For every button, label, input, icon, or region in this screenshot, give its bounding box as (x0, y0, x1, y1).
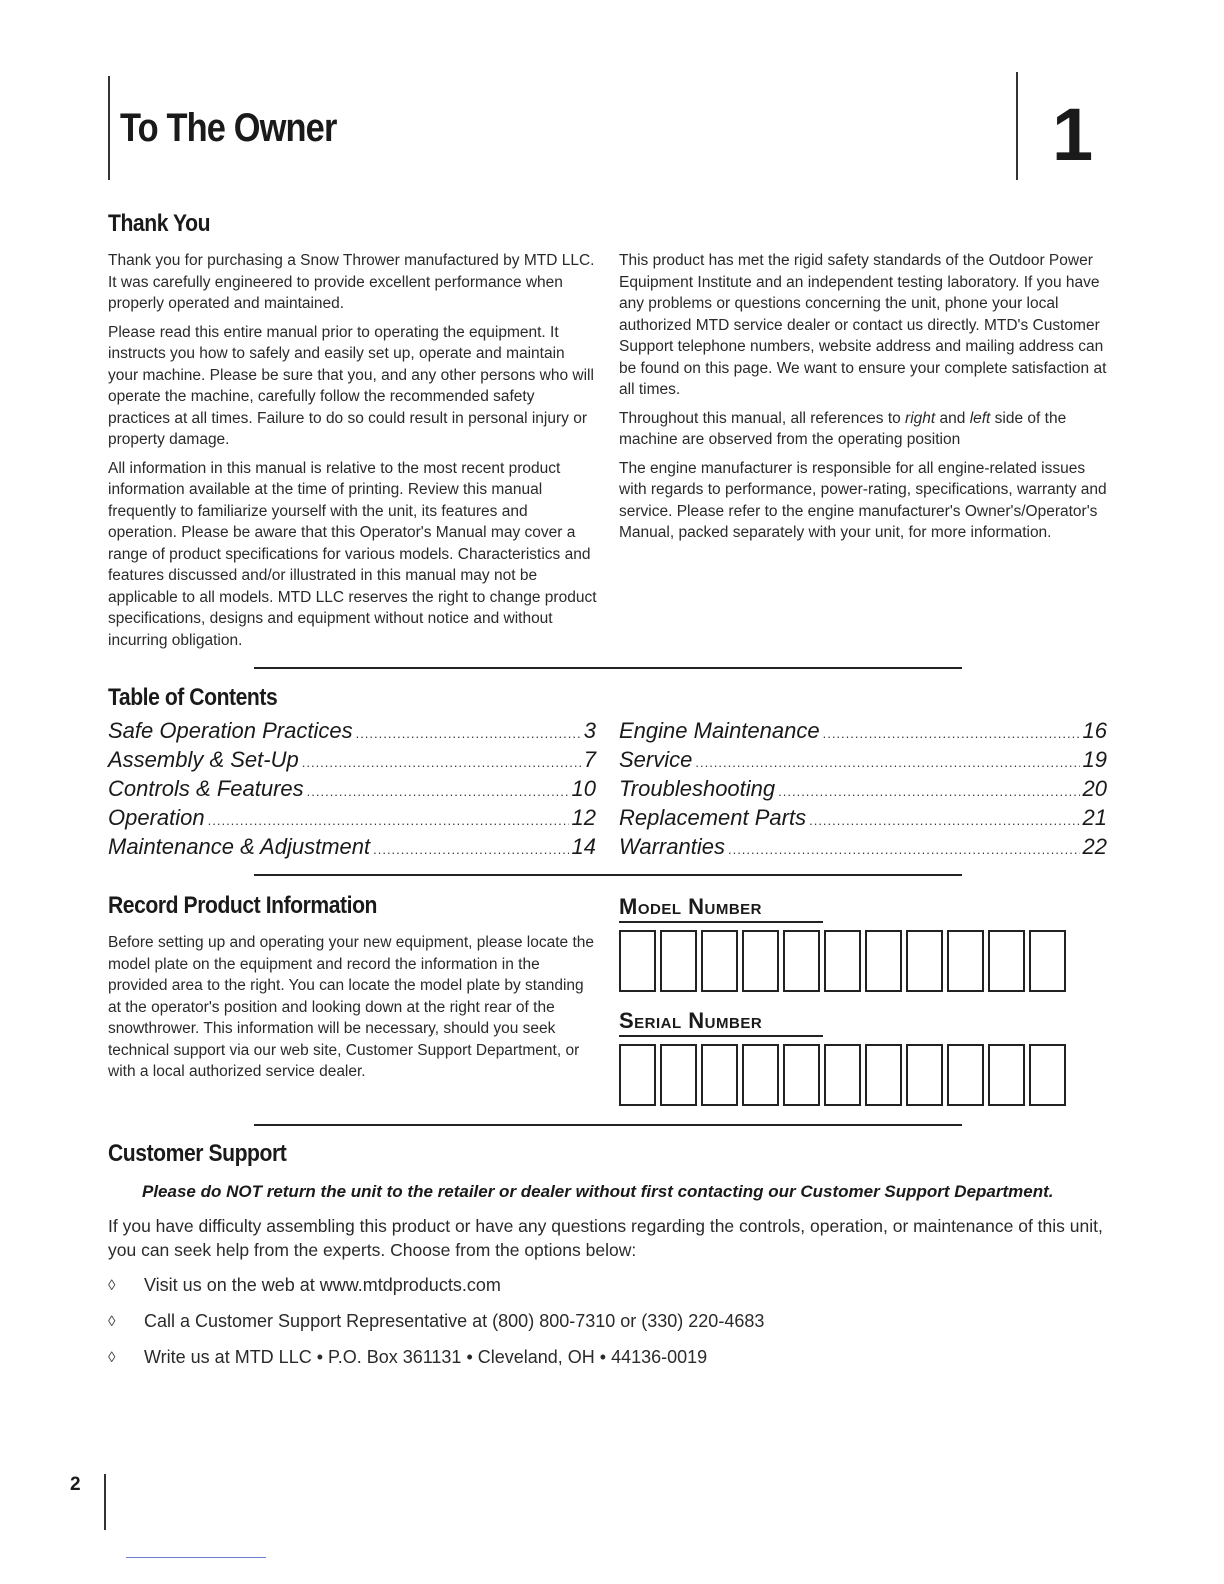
serial-number-digit-box[interactable] (783, 1044, 820, 1106)
diamond-bullet-icon: ◊ (108, 1276, 116, 1294)
list-item: ◊ Call a Customer Support Representative at (800) 800-7310 or (330) 220-4683 (108, 1310, 765, 1331)
thank-you-paragraph: This product has met the rigid safety standards of the Outdoor Power Equipment Institute and an independent testing laboratory. If you have any problems or questions concerning the unit, phone your local authorized MTD service dealer or contact us directly. MTD's Customer Support telephone numbers, website address and mailing address can be found on this page. We want to ensure your complete satisfaction at all times. (619, 252, 1107, 398)
serial-number-digit-box[interactable] (619, 1044, 656, 1106)
record-body: Before setting up and operating your new equipment, please locate the model plate on the equipment and record the information in the provided area to the right. You can locate the model plate by standing at the operator's position and looking down at the right rear of the snowthrower. This information will be necessary, should you seek technical support via our web site, Customer Support Department, or with a local authorized service dealer. (108, 934, 594, 1080)
toc-entry[interactable]: Controls & Features ..... 10 (108, 776, 596, 805)
footer-underline (126, 1557, 266, 1558)
thank-you-paragraph: Please read this entire manual prior to operating the equipment. It instructs you how to safely and easily set up, operate and maintain your machine. Please be sure that you, and any other persons who will operate the machine, carefully follow the recommended safety practices at all times. Failure to do so could result in personal injury or property damage. (108, 323, 594, 448)
serial-number-digit-box[interactable] (824, 1044, 861, 1106)
model-number-digit-box[interactable] (742, 930, 779, 992)
list-item: ◊ Write us at MTD LLC • P.O. Box 361131 • Cleveland, OH • 44136-0019 (108, 1346, 708, 1367)
section-divider (254, 874, 962, 876)
model-number-label: Model Number (619, 894, 823, 923)
diamond-bullet-icon: ◊ (108, 1312, 116, 1330)
record-heading: Record Product Information (108, 892, 378, 919)
model-number-digit-box[interactable] (906, 930, 943, 992)
header-left-rule (108, 76, 110, 180)
model-number-boxes[interactable] (619, 930, 1066, 992)
model-number-digit-box[interactable] (988, 930, 1025, 992)
toc-entry[interactable]: Warranties ..... 22 (619, 834, 1107, 863)
serial-number-digit-box[interactable] (742, 1044, 779, 1106)
footer-rule (104, 1474, 106, 1530)
toc-left-column (108, 718, 596, 863)
serial-number-digit-box[interactable] (701, 1044, 738, 1106)
thank-you-right-column (619, 250, 1109, 551)
toc-entry[interactable]: Troubleshooting ..... 20 (619, 776, 1107, 805)
toc-heading: Table of Contents (108, 684, 278, 711)
toc-right-column (619, 718, 1107, 863)
serial-number-digit-box[interactable] (988, 1044, 1025, 1106)
serial-number-digit-box[interactable] (660, 1044, 697, 1106)
support-warning: Please do NOT return the unit to the retailer or dealer without first contacting our Customer Support Department. (142, 1182, 1054, 1201)
thank-you-paragraph: Thank you for purchasing a Snow Thrower manufactured by MTD LLC. It was carefully engineered to provide excellent performance when properly operated and maintained. (108, 252, 595, 312)
page-number: 2 (70, 1474, 81, 1495)
toc-entry[interactable]: Safe Operation Practices ..... 3 (108, 718, 596, 747)
model-number-digit-box[interactable] (701, 930, 738, 992)
toc-entry[interactable]: Operation ..... 12 (108, 805, 596, 834)
orientation-note: Throughout this manual, all references to right and left side of the machine are observed from the operating position (619, 409, 1067, 448)
list-item: ◊ Visit us on the web at www.mtdproducts.com (108, 1274, 501, 1295)
model-number-digit-box[interactable] (865, 930, 902, 992)
serial-number-boxes[interactable] (619, 1044, 1066, 1106)
header-right-rule (1016, 72, 1018, 180)
toc-entry[interactable]: Service ..... 19 (619, 747, 1107, 776)
support-heading: Customer Support (108, 1140, 287, 1167)
toc-entry[interactable]: Replacement Parts ..... 21 (619, 805, 1107, 834)
model-number-digit-box[interactable] (783, 930, 820, 992)
section-divider (254, 1124, 962, 1126)
toc-entry[interactable]: Engine Maintenance ..... 16 (619, 718, 1107, 747)
serial-number-digit-box[interactable] (906, 1044, 943, 1106)
serial-number-label: Serial Number (619, 1008, 823, 1037)
model-number-digit-box[interactable] (824, 930, 861, 992)
serial-number-digit-box[interactable] (865, 1044, 902, 1106)
thank-you-paragraph: All information in this manual is relative to the most recent product information available at the time of printing. Review this manual frequently to familiarize yourself with the unit, its features and operation. Please be aware that this Operator's Manual may cover a range of product specifications for various models. Characteristics and features discussed and/or illustrated in this manual may not be applicable to all models. MTD LLC reserves the right to change product specifications, designs and equipment without notice and without incurring obligation. (108, 459, 597, 649)
chapter-number: 1 (1052, 93, 1093, 176)
model-number-digit-box[interactable] (947, 930, 984, 992)
toc-entry[interactable]: Maintenance & Adjustment ..... 14 (108, 834, 596, 863)
support-intro: If you have difficulty assembling this product or have any questions regarding the controls, operation, or maintenance of this unit, you can seek help from the experts. Choose from the options below: (108, 1216, 1103, 1260)
thank-you-heading: Thank You (108, 210, 211, 237)
model-number-digit-box[interactable] (660, 930, 697, 992)
section-divider (254, 667, 962, 669)
support-options (108, 1267, 764, 1375)
diamond-bullet-icon: ◊ (108, 1348, 116, 1366)
serial-number-digit-box[interactable] (947, 1044, 984, 1106)
page-title: To The Owner (120, 106, 337, 150)
thank-you-paragraph: The engine manufacturer is responsible for all engine-related issues with regards to performance, power-rating, specifications, warranty and service. Please refer to the engine manufacturer's Owner's/Operator's Manual, packed separately with your unit, for more information. (619, 459, 1107, 541)
serial-number-digit-box[interactable] (1029, 1044, 1066, 1106)
model-number-digit-box[interactable] (619, 930, 656, 992)
toc-entry[interactable]: Assembly & Set-Up ..... 7 (108, 747, 596, 776)
thank-you-left-column (108, 250, 598, 658)
model-number-digit-box[interactable] (1029, 930, 1066, 992)
